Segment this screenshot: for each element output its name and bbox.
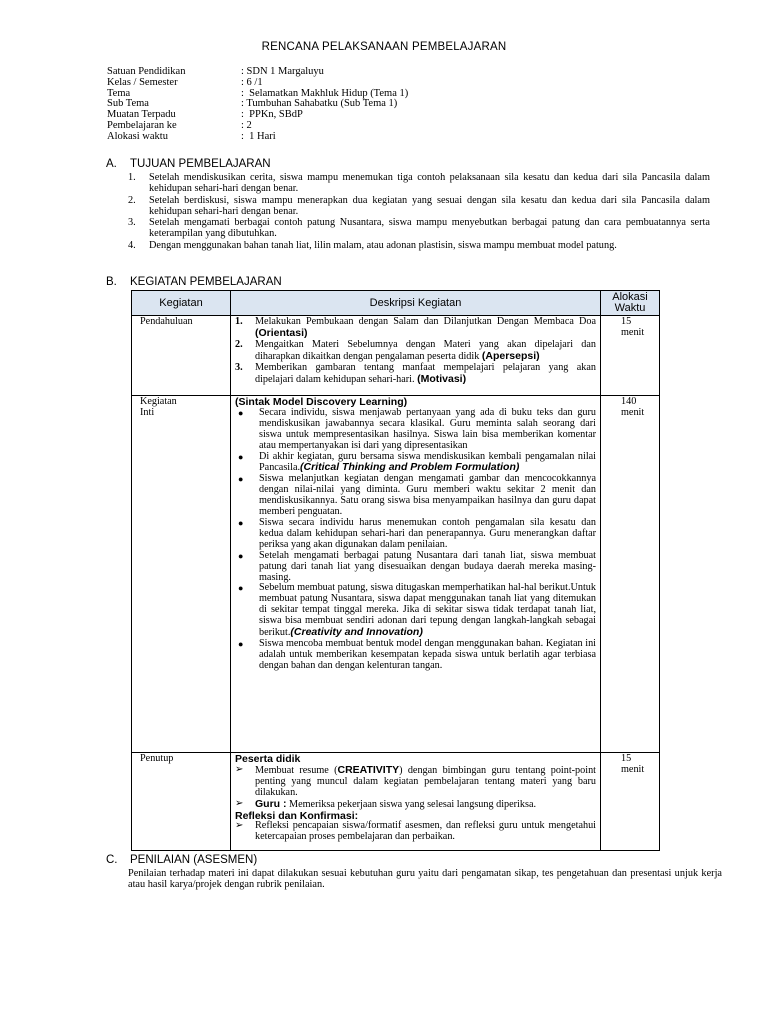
bullet-icon: ●	[238, 583, 244, 594]
pendahuluan-list	[235, 317, 596, 385]
list-item	[235, 452, 596, 475]
identity-value: : Tumbuhan Sahabatku (Sub Tema 1)	[241, 98, 398, 110]
goal-text: Dengan menggunakan bahan tanah liat, lilin malam, atau adonan plastisin, siswa mampu membuat model patung.	[149, 239, 617, 251]
table-header-row	[132, 291, 660, 316]
section-title: TUJUAN PEMBELAJARAN	[130, 158, 271, 170]
penutup-list-1	[235, 765, 596, 811]
item-text: Siswa secara individu harus menemukan contoh pengamalan sila kesatu dan kedua dalam kehidupan sehari-hari dan penerapannya. Guru menerangkan daftar periksa yang akan digunakan dalam penilaian.	[259, 516, 596, 550]
list-item	[128, 195, 710, 218]
inti-list	[235, 408, 596, 672]
cell-penutup-time	[601, 753, 660, 851]
item-text: Di akhir kegiatan, guru bersama siswa mendiskusikan kembali pengamalan nilai Pancasila.	[259, 450, 596, 474]
identity-row	[107, 78, 408, 89]
item-text: Secara individu, siswa menjawab pertanyaan yang ada di buku teks dan guru mendiskusikan jawabannya secara klasikal. Guru meminta salah seorang dari siswa untuk mempresentasikan hasilnya. Siswa lain bisa memberikan komentar atau mempertanyakan isi dari yang dipresentasikan	[259, 406, 596, 451]
table-row	[132, 753, 660, 851]
list-item	[235, 363, 596, 386]
header-alokasi: Alokasi	[612, 291, 648, 303]
table-row	[132, 396, 660, 753]
bullet-icon: ●	[238, 451, 244, 462]
list-item	[128, 172, 710, 195]
identity-value: : PPKn, SBdP	[241, 109, 303, 121]
item-text: Refleksi pencapaian siswa/formatif asesmen, dan refleksi guru untuk mengetahui ketercapaian proses pembelajaran dan perbaikan.	[255, 820, 596, 843]
header-alokasi-waktu	[601, 291, 660, 316]
item-text: Mengaitkan Materi Sebelumnya dengan Materi yang akan dipelajari dan diharapkan dikaitkan dengan pengalaman peserta didik	[255, 338, 596, 362]
document-title: RENCANA PELAKSANAAN PEMBELAJARAN	[261, 41, 507, 53]
item-bold: Guru :	[255, 797, 287, 810]
list-item	[128, 217, 710, 240]
list-item	[235, 821, 596, 843]
goal-text: Setelah berdiskusi, siswa mampu menerapkan dua kegiatan yang sesuai dengan sila kesatu dan kedua dari sila Pancasila dalam kehidupan sehari-hari dengan benar.	[149, 194, 710, 217]
goal-text: Setelah mendiskusikan cerita, siswa mampu menemukan tiga contoh pelaksanaan sila kesatu dan kedua dari sila Pancasila dalam kehidupan sehari-hari dengan benar.	[149, 172, 710, 195]
row-label: Penutup	[140, 753, 174, 764]
bullet-icon: ●	[238, 550, 244, 561]
item-number: 3.	[235, 361, 243, 373]
table-row	[132, 316, 660, 396]
peserta-heading: Peserta didik	[235, 753, 301, 765]
list-item	[235, 799, 596, 811]
identity-key: Alokasi waktu	[107, 130, 168, 142]
cell-inti-time	[601, 396, 660, 753]
item-text: Membuat resume (	[255, 764, 338, 776]
list-item	[235, 340, 596, 363]
item-bold: CREATIVITY	[337, 763, 400, 776]
cell-inti-desc	[231, 396, 601, 753]
item-number: 1.	[235, 316, 243, 327]
section-number: A.	[106, 158, 117, 170]
item-text: Memeriksa pekerjaan siswa yang selesai langsung diperiksa.	[286, 798, 537, 810]
identity-key: Pembelajaran ke	[107, 119, 177, 131]
section-heading-c	[106, 854, 257, 866]
item-number: 2.	[235, 338, 243, 350]
cell-penutup-desc	[231, 753, 601, 851]
section-title: KEGIATAN PEMBELAJARAN	[130, 276, 282, 288]
identity-block	[107, 67, 408, 143]
identity-value: : 6 /1	[241, 76, 263, 88]
arrow-icon: ➢	[235, 797, 244, 809]
time-value: 15	[621, 316, 632, 327]
arrow-icon: ➢	[235, 763, 244, 775]
header-kegiatan: Kegiatan	[132, 291, 231, 316]
goals-list	[128, 172, 710, 251]
header-deskripsi: Deskripsi Kegiatan	[231, 291, 601, 316]
header-waktu: Waktu	[614, 302, 646, 314]
cell-inti-label	[132, 396, 231, 753]
item-text: Setelah mengamati berbagai patung Nusantara dari tanah liat, siswa membuat patung dari tanah liat yang disesuaikan dengan budaya daerah mereka masing-masing.	[259, 549, 596, 583]
goal-text: Setelah mengamati berbagai contoh patung Nusantara, siswa mampu menyebutkan berbagai patung dan cara pembuatannya serta keterampilan yang dibutuhkan.	[149, 217, 710, 240]
time-unit: menit	[621, 326, 645, 338]
cell-pendahuluan-label	[132, 316, 231, 396]
section-heading-b	[106, 276, 282, 288]
list-item	[128, 240, 710, 251]
arrow-icon: ➢	[235, 820, 244, 832]
goal-number: 4.	[128, 239, 136, 251]
goal-number: 1.	[128, 172, 136, 183]
goal-number: 3.	[128, 217, 136, 229]
identity-key: Satuan Pendidikan	[107, 66, 186, 77]
cell-pendahuluan-time	[601, 316, 660, 396]
item-text: Melakukan Pembukaan dengan Salam dan Dilanjutkan Dengan Membaca Doa	[255, 316, 596, 327]
item-text: Sebelum membuat patung, siswa ditugaskan memperhatikan hal-hal berikut.Untuk membuat patung Nusantara, siswa dapat menggunakan tanah liat yang ditemukan di sekitar tempat tinggal mereka. Jika di sekitar siswa tidak terdapat tanah liat, siswa bisa membuat sendiri adonan dari tepung dengan langkah-langkah sebagai berikut.	[259, 582, 596, 639]
activities-table	[131, 290, 660, 851]
identity-value: : 1 Hari	[241, 130, 276, 142]
time-value: 15	[621, 753, 632, 764]
time-unit: menit	[621, 763, 645, 775]
item-tag: (Critical Thinking and Problem Formulation)	[300, 461, 520, 474]
refleksi-heading: Refleksi dan Konfirmasi:	[235, 809, 359, 822]
penutup-list-2	[235, 821, 596, 843]
row-label: Inti	[140, 406, 155, 418]
cell-pendahuluan-desc	[231, 316, 601, 396]
identity-key: Sub Tema	[107, 98, 149, 110]
item-tag: (Apersepsi)	[481, 349, 540, 362]
list-item	[235, 317, 596, 340]
bullet-icon: ●	[238, 474, 244, 485]
time-unit: menit	[621, 406, 645, 418]
identity-key: Muatan Terpadu	[107, 109, 176, 121]
goal-number: 2.	[128, 194, 136, 206]
bullet-icon: ●	[238, 517, 244, 528]
section-number: C.	[106, 854, 118, 866]
list-item	[235, 639, 596, 672]
list-item	[235, 583, 596, 639]
section-number: B.	[106, 276, 117, 288]
row-label: Pendahuluan	[140, 316, 193, 327]
list-item	[235, 765, 596, 799]
list-item	[235, 518, 596, 551]
list-item	[235, 551, 596, 584]
item-tag: (Motivasi)	[417, 372, 467, 385]
identity-row	[107, 132, 408, 143]
identity-value: : 2	[241, 119, 252, 131]
inti-heading: (Sintak Model Discovery Learning)	[235, 396, 408, 408]
item-text: Siswa mencoba membuat bentuk model dengan menggunakan bahan. Kegiatan ini adalah untuk memberikan kesempatan kepada siswa untuk berlatih agar terbiasa dengan bahan dan dengan kelenturan tangan.	[259, 637, 596, 671]
penilaian-text: Penilaian terhadap materi ini dapat dilakukan sesuai kebutuhan guru yaitu dari pengamatan sikap, tes pengetahuan dan presentasi unjuk kerja atau hasil karya/projek dengan rubrik penilaian.	[128, 868, 722, 891]
identity-value: : SDN 1 Margaluyu	[241, 66, 324, 77]
item-text: ) dengan bimbingan guru tentang point-point penting yang muncul dalam kegiatan pembelajaran tentang materi yang baru dilakukan.	[255, 764, 597, 798]
identity-key: Kelas / Semester	[107, 76, 178, 88]
cell-penutup-label	[132, 753, 231, 851]
bullet-icon: ●	[238, 638, 244, 649]
list-item	[235, 408, 596, 452]
item-tag: (Orientasi)	[255, 326, 308, 339]
list-item	[235, 474, 596, 518]
identity-value: : Selamatkan Makhluk Hidup (Tema 1)	[241, 87, 409, 99]
time-value: 140	[621, 396, 637, 407]
item-tag: (Creativity and Innovation)	[290, 626, 423, 639]
item-text: Siswa melanjutkan kegiatan dengan mengamati gambar dan mencocokkannya dengan nilai-nilai yang diminta. Guru memberi waktu sekitar 2 menit dan mendiskusikannya. Satu orang siswa bisa menyampaikan hasilnya dan guru dapat memberi penguatan.	[259, 473, 596, 518]
identity-key: Tema	[107, 87, 131, 99]
section-heading-a	[106, 158, 271, 170]
row-label: Kegiatan	[140, 396, 177, 407]
item-text: Memberikan gambaran tentang manfaat mempelajari pelajaran yang akan dipelajari dalam kehidupan sehari-hari.	[255, 361, 596, 385]
bullet-icon: ●	[238, 407, 244, 418]
section-title: PENILAIAN (ASESMEN)	[130, 854, 258, 866]
